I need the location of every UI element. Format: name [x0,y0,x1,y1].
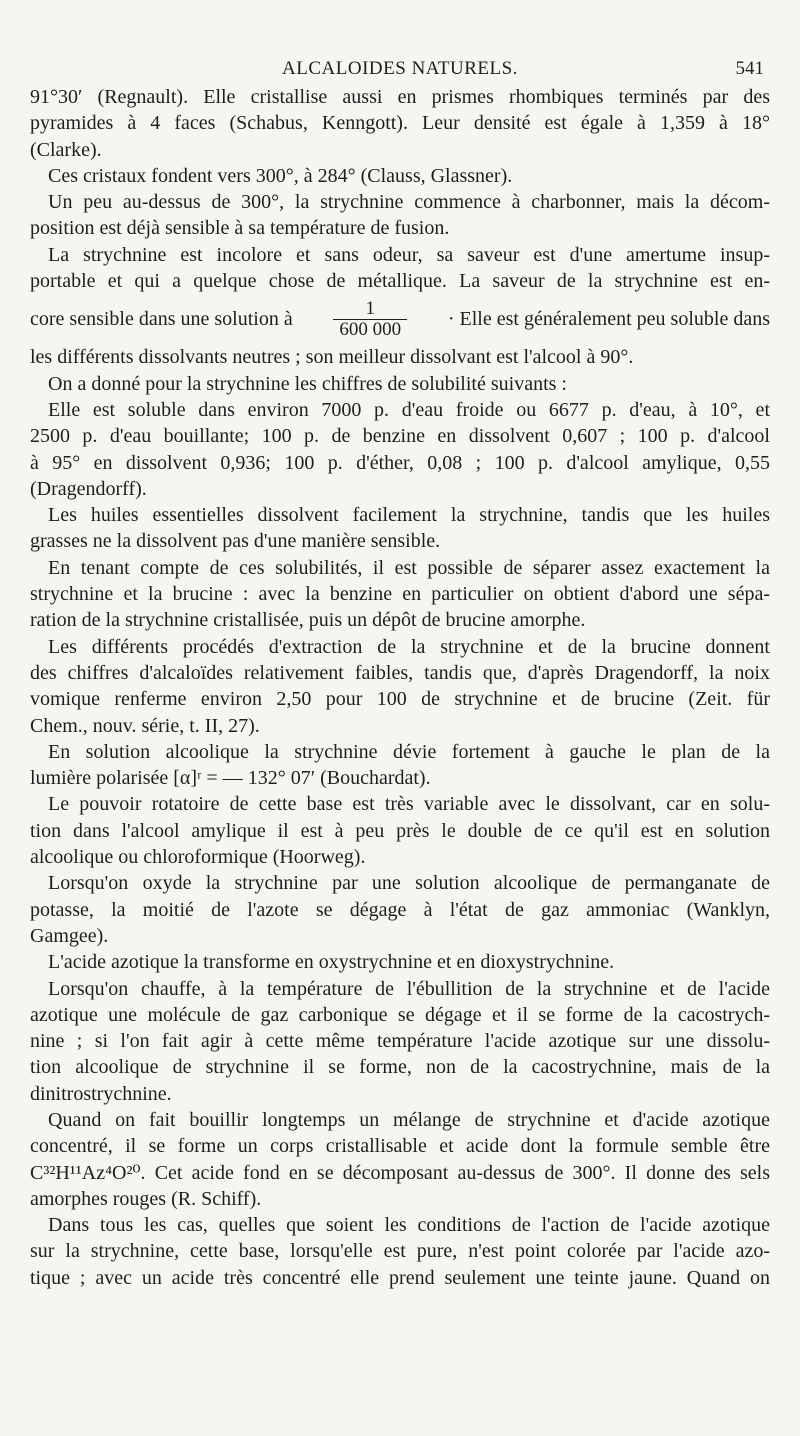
text-line: Dans tous les cas, quelles que soient les conditions de l'action de l'acide azotique [48,1214,770,1237]
text-line: 2500 p. d'eau bouillante; 100 p. de benzine en dissolvent 0,607 ; 100 p. d'alcool [30,425,770,448]
text-line: concentré, il se forme un corps cristallisable et acide dont la formule semble être [30,1135,770,1158]
text-line: Chem., nouv. série, t. II, 27). [30,714,260,737]
fraction-line [30,294,770,344]
text-line: Gamgee). [30,924,109,947]
text-line: grasses ne la dissolvent pas d'une manière sensible. [30,530,441,553]
text-block-2 [30,344,770,1291]
text-line: à 95° en dissolvent 0,936; 100 p. d'éther, 0,08 ; 100 p. d'alcool amylique, 0,55 [30,451,770,474]
text-line: strychnine et la brucine : avec la benzine en particulier on obtient d'abord une sépa- [30,583,770,606]
text-line: tion alcoolique de strychnine il se forme, non de la cacostrychnine, mais de la [30,1056,770,1079]
text-line: nine ; si l'on fait agir à cette même température l'acide azotique sur une dissolu- [30,1030,770,1053]
fraction [333,299,407,340]
running-title: ALCALOIDES NATURELS. [282,58,518,79]
text-line: des chiffres d'alcaloïdes relativement faibles, tandis que, d'après Dragendorff, la noix [30,661,770,684]
text-line: Les huiles essentielles dissolvent facilement la strychnine, tandis que les huiles [48,504,770,527]
text-line: C³²H¹¹Az⁴O²⁰. Cet acide fond en se décomposant au-dessus de 300°. Il donne des sels [30,1161,770,1184]
text-line: (Clarke). [30,138,102,161]
text-line: En tenant compte de ces solubilités, il est possible de séparer assez exactement la [48,556,770,579]
text-line: lumière polarisée [α]ʳ = — 132° 07′ (Bouchardat). [30,767,431,790]
text-line: alcoolique ou chloroformique (Hoorweg). [30,846,366,869]
text-line: Un peu au-dessus de 300°, la strychnine commence à charbonner, mais la décom- [48,191,770,214]
text-line: Ces cristaux fondent vers 300°, à 284° (Clauss, Glassner). [48,164,513,187]
text-line: sur la strychnine, cette base, lorsqu'elle est pure, n'est point colorée par l'acide azo- [30,1240,770,1263]
fraction-denominator: 600 000 [339,318,402,340]
text-line: ration de la strychnine cristallisée, puis un dépôt de brucine amorphe. [30,609,586,632]
page-header [0,56,800,86]
fraction-line-after: · Elle est généralement peu soluble dans [447,308,770,331]
text-line: Le pouvoir rotatoire de cette base est très variable avec le dissolvant, car en solu- [48,793,770,816]
text-line: On a donné pour la strychnine les chiffres de solubilité suivants : [48,372,567,395]
text-line: position est déjà sensible à sa température de fusion. [30,217,450,240]
text-line: potasse, la moitié de l'azote se dégage à l'état de gaz ammoniac (Wanklyn, [30,898,770,921]
page-number: 541 [735,58,764,79]
text-line: azotique une molécule de gaz carbonique se dégage et il se forme de la cacostrych- [30,1003,770,1026]
text-line: dinitrostrychnine. [30,1082,172,1105]
text-line: Lorsqu'on oxyde la strychnine par une solution alcoolique de permanganate de [48,872,770,895]
text-line: les différents dissolvants neutres ; son meilleur dissolvant est l'alcool à 90°. [30,346,634,369]
fraction-line-before: core sensible dans une solution à [30,308,293,331]
text-line: Elle est soluble dans environ 7000 p. d'eau froide ou 6677 p. d'eau, à 10°, et [48,398,770,421]
text-line: Quand on fait bouillir longtemps un mélange de strychnine et d'acide azotique [48,1108,770,1131]
text-line: Les différents procédés d'extraction de la strychnine et de la brucine donnent [48,635,770,658]
body-text [30,84,770,1291]
text-line: Lorsqu'on chauffe, à la température de l'ébullition de la strychnine et de l'acide [48,977,770,1000]
text-line: amorphes rouges (R. Schiff). [30,1187,262,1210]
text-line: pyramides à 4 faces (Schabus, Kenngott). Leur densité est égale à 1,359 à 18° [30,112,770,135]
text-line: En solution alcoolique la strychnine dévie fortement à gauche le plan de la [48,740,770,763]
text-line: tion dans l'alcool amylique il est à peu près le double de ce qu'il est en solution [30,819,770,842]
text-line: L'acide azotique la transforme en oxystrychnine et en dioxystrychnine. [48,951,615,974]
text-line: La strychnine est incolore et sans odeur, sa saveur est d'une amertume insup- [48,243,770,266]
text-line: portable et qui a quelque chose de métallique. La saveur de la strychnine est en- [30,270,770,293]
text-line: (Dragendorff). [30,477,147,500]
fraction-numerator: 1 [365,297,376,319]
text-line: tique ; avec un acide très concentré elle prend seulement une teinte jaune. Quand on [30,1266,770,1289]
text-line: vomique renferme environ 2,50 pour 100 de strychnine et de brucine (Zeit. für [30,688,770,711]
text-block-1 [30,84,770,294]
text-line: 91°30′ (Regnault). Elle cristallise aussi en prismes rhombiques terminés par des [30,86,770,108]
